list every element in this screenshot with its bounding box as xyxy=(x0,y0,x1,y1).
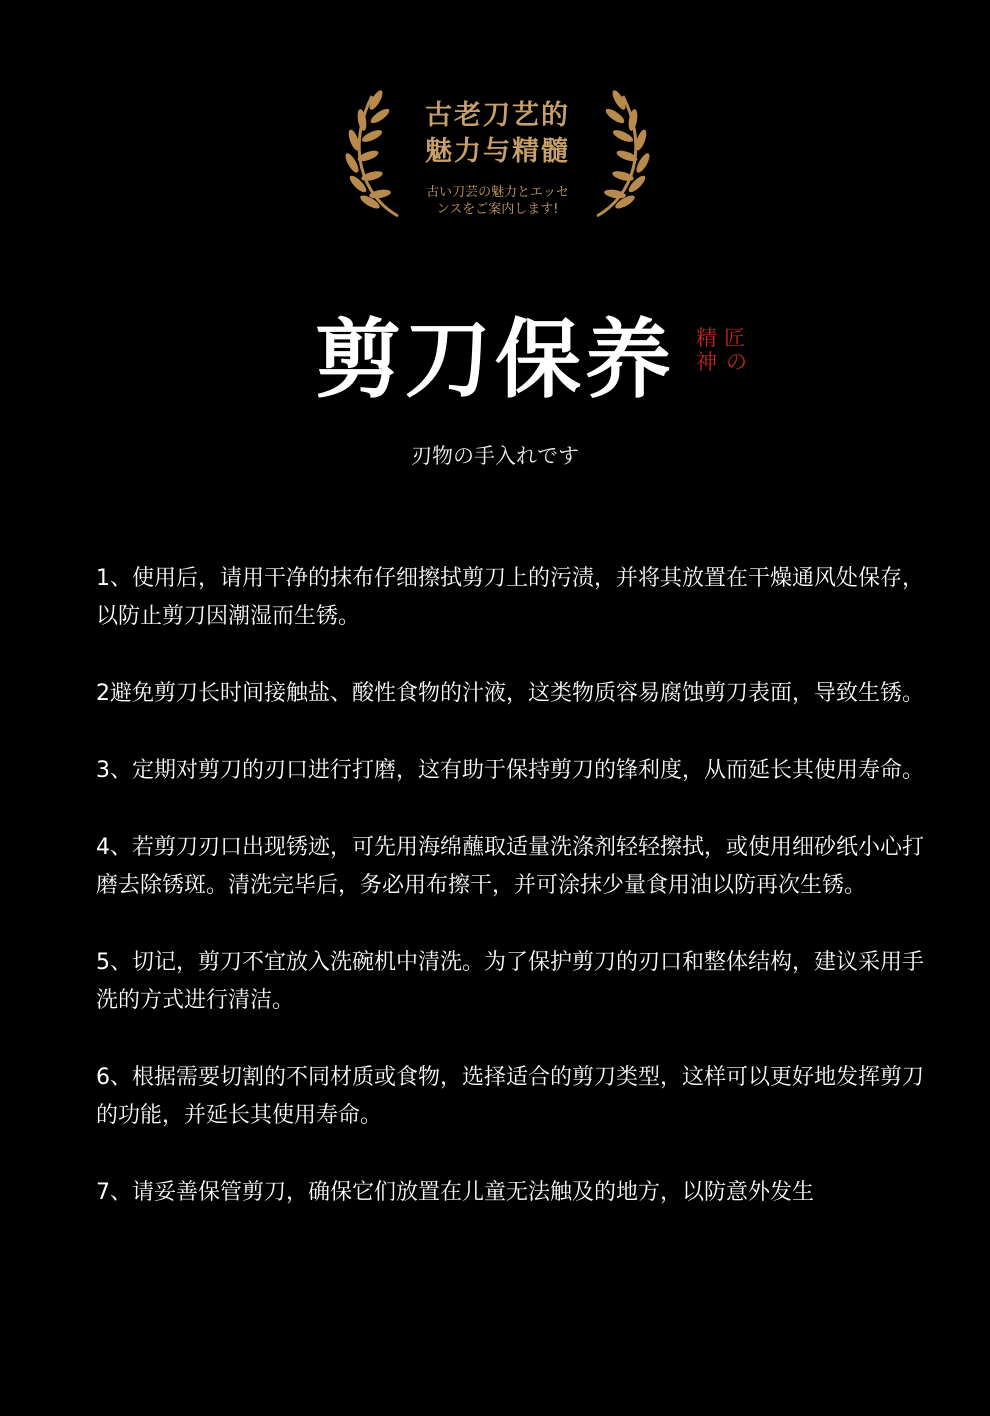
badge-title-line1: 古老刀艺的 xyxy=(425,100,570,131)
page-title: 剪刀保养 xyxy=(315,310,675,410)
heritage-badge xyxy=(340,88,655,228)
list-item: 1、使用后，请用干净的抹布仔细擦拭剪刀上的污渍，并将其放置在干燥通风处保存，以防止剪刀因潮湿而生锈。 xyxy=(96,566,924,629)
badge-subtitle-line2: ンスをご案内します! xyxy=(436,202,559,217)
seal-char-3: 神 xyxy=(696,350,717,374)
list-item: 6、根据需要切割的不同材质或食物，选择适合的剪刀类型，这样可以更好地发挥剪刀的功能，并延长其使用寿命。 xyxy=(96,1065,924,1128)
seal-char-2: 匠 xyxy=(724,326,745,350)
list-item: 5、切记，剪刀不宜放入洗碗机中清洗。为了保护剪刀的刃口和整体结构，建议采用手洗的方式进行清洁。 xyxy=(96,950,924,1013)
list-item: 2避免剪刀长时间接触盐、酸性食物的汁液，这类物质容易腐蚀剪刀表面，导致生锈。 xyxy=(96,681,924,706)
care-instructions-list xyxy=(96,560,931,1251)
list-item: 7、请妥善保管剪刀，确保它们放置在儿童无法触及的地方，以防意外发生 xyxy=(96,1180,814,1205)
craftsman-seal xyxy=(694,322,754,372)
badge-subtitle-line1: 古い刀芸の魅力とエッセ xyxy=(426,185,569,200)
seal-char-4: の xyxy=(726,350,747,374)
list-item: 3、定期对剪刀的刃口进行打磨，这有助于保持剪刀的锋利度，从而延长其使用寿命。 xyxy=(96,758,924,783)
page-subtitle: 刃物の手入れです xyxy=(411,444,579,468)
seal-char-1: 精 xyxy=(696,326,717,350)
badge-title-line2: 魅力与精髓 xyxy=(425,136,570,167)
list-item: 4、若剪刀刃口出现锈迹，可先用海绵蘸取适量洗涤剂轻轻擦拭，或使用细砂纸小心打磨去除锈斑。清洗完毕后，务必用布擦干，并可涂抹少量食用油以防再次生锈。 xyxy=(96,835,924,898)
laurel-right-icon xyxy=(575,88,655,223)
